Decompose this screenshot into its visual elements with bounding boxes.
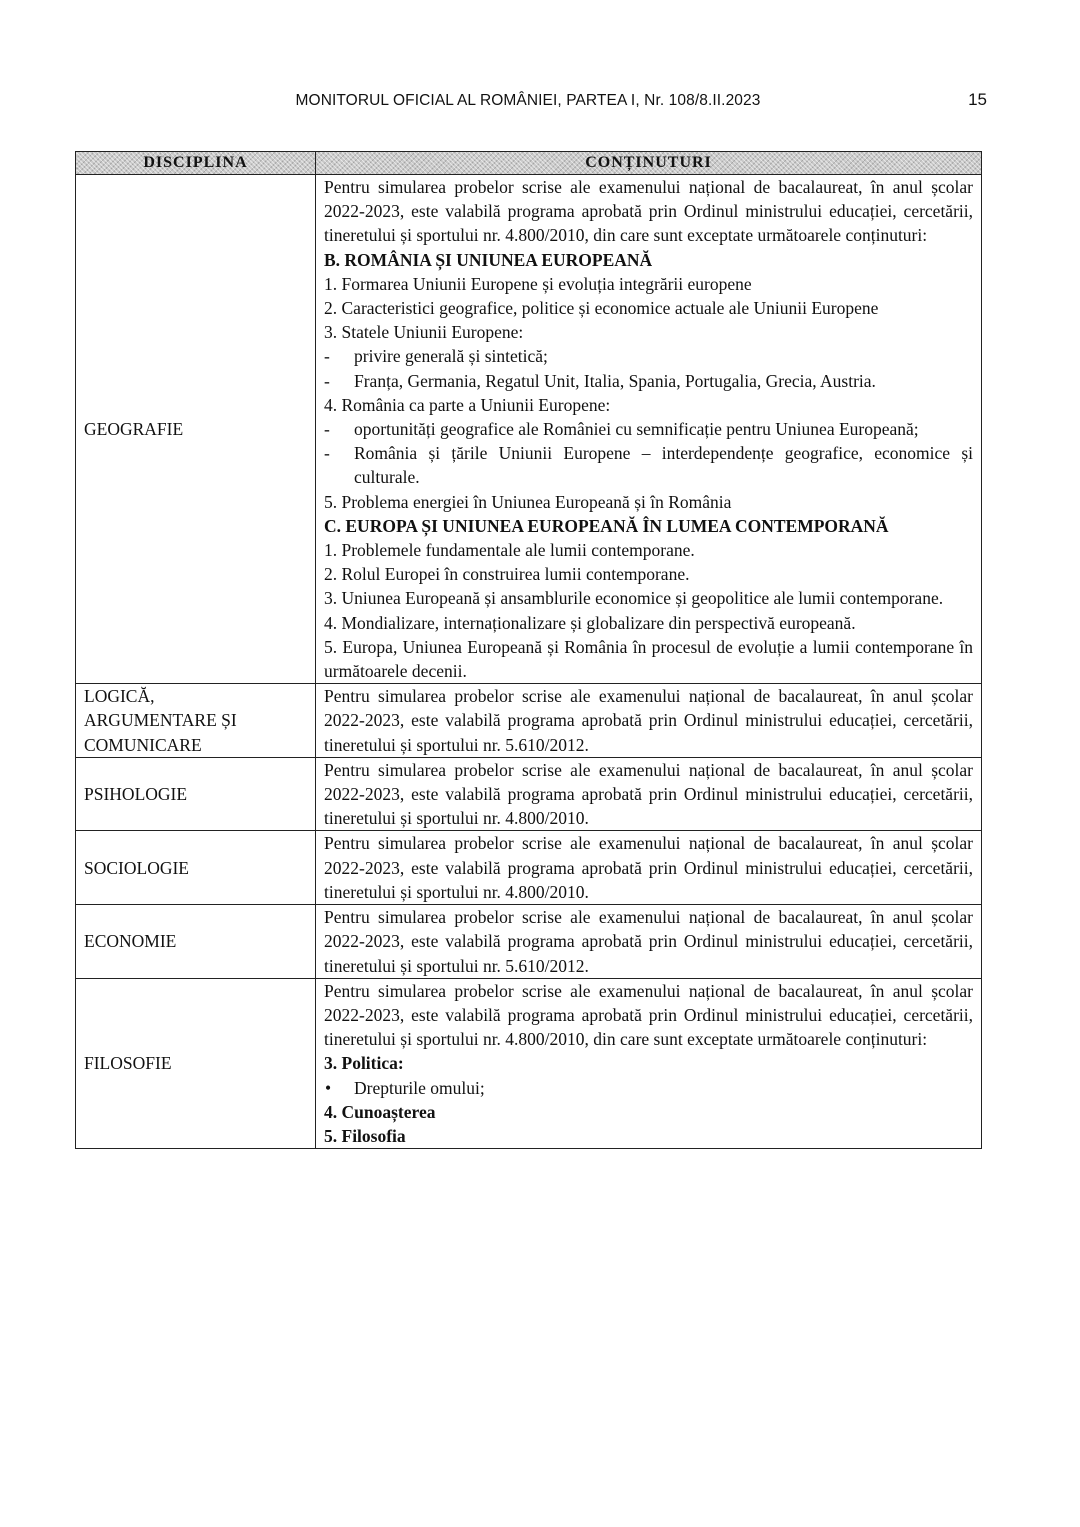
list-item: 1. Problemele fundamentale ale lumii contemporane. xyxy=(324,540,695,561)
dash-list xyxy=(324,344,973,392)
table-row xyxy=(76,684,982,758)
page-header xyxy=(75,90,987,118)
table-header-row xyxy=(76,152,982,175)
contents-cell: Pentru simularea probelor scrise ale examenului național de bacalaureat, în anul școlar 2022-2023, este valabilă programa aprobată prin Ordinul ministrului educației, cercetării, tineretului și sportului nr. 4.800/2010. xyxy=(316,831,982,905)
contents-cell xyxy=(316,978,982,1148)
discipline-cell: FILOSOFIE xyxy=(76,978,316,1148)
column-header-discipline: DISCIPLINA xyxy=(76,152,316,175)
discipline-cell xyxy=(76,684,316,758)
list-item: 5. Problema energiei în Uniunea Europeană și în România xyxy=(324,491,732,512)
discipline-line: LOGICĂ, xyxy=(84,686,155,707)
discipline-line: COMUNICARE xyxy=(84,734,202,755)
dash-list-item: - privire generală și sintetică; xyxy=(324,344,973,368)
table-row xyxy=(76,757,982,831)
list-item: 5. Europa, Uniunea Europeană și România în procesul de evoluție a lumii contemporane în următoarele decenii. xyxy=(324,636,973,682)
table-row xyxy=(76,978,982,1148)
bullet-list xyxy=(324,1076,973,1100)
discipline-cell: ECONOMIE xyxy=(76,905,316,979)
bullet-list-item: • Drepturile omului; xyxy=(324,1076,973,1100)
contents-cell: Pentru simularea probelor scrise ale examenului național de bacalaureat, în anul școlar 2022-2023, este valabilă programa aprobată prin Ordinul ministrului educației, cercetării, tineretului și sportului nr. 4.800/2010. xyxy=(316,757,982,831)
contents-cell: Pentru simularea probelor scrise ale examenului național de bacalaureat, în anul școlar 2022-2023, este valabilă programa aprobată prin Ordinul ministrului educației, cercetării, tineretului și sportului nr. 5.610/2012. xyxy=(316,684,982,758)
discipline-line: ARGUMENTARE ȘI xyxy=(84,710,237,731)
list-item: 3. Uniunea Europeană și ansamblurile economice și geopolitice ale lumii contemporane. xyxy=(324,588,944,609)
section-title: C. EUROPA ȘI UNIUNEA EUROPEANĂ ÎN LUMEA CONTEMPORANĂ xyxy=(324,515,889,536)
column-header-contents: CONȚINUTURI xyxy=(316,152,982,175)
list-item: 4. România ca parte a Uniunii Europene: xyxy=(324,394,611,415)
section-title: 3. Politica: xyxy=(324,1053,404,1074)
discipline-cell: PSIHOLOGIE xyxy=(76,757,316,831)
intro-text: Pentru simularea probelor scrise ale examenului național de bacalaureat, în anul școlar 2022-2023, este valabilă programa aprobată prin Ordinul ministrului educației, cercetării, tineretului și sportului nr. 4.800/2010, din care sunt exceptate următoarele conținuturi: xyxy=(324,980,973,1050)
page-number: 15 xyxy=(968,90,987,109)
section-title: B. ROMÂNIA ȘI UNIUNEA EUROPEANĂ xyxy=(324,249,653,270)
curriculum-table xyxy=(75,151,982,1149)
dash-list-item: - România și țările Uniunii Europene – interdependențe geografice, economice și culturale. xyxy=(324,441,973,489)
table-row xyxy=(76,831,982,905)
list-item: 1. Formarea Uniunii Europene și evoluția integrării europene xyxy=(324,273,752,294)
discipline-cell: GEOGRAFIE xyxy=(76,175,316,684)
section-title: 4. Cunoașterea xyxy=(324,1101,436,1122)
section-title: 5. Filosofia xyxy=(324,1125,406,1146)
dash-list xyxy=(324,417,973,490)
publication-title: MONITORUL OFICIAL AL ROMÂNIEI, PARTEA I, Nr. 108/8.II.2023 xyxy=(295,92,761,109)
table-row xyxy=(76,905,982,979)
contents-cell: Pentru simularea probelor scrise ale examenului național de bacalaureat, în anul școlar 2022-2023, este valabilă programa aprobată prin Ordinul ministrului educației, cercetării, tineretului și sportului nr. 5.610/2012. xyxy=(316,905,982,979)
discipline-cell: SOCIOLOGIE xyxy=(76,831,316,905)
dash-list-item: - oportunități geografice ale României cu semnificație pentru Uniunea Europeană; xyxy=(324,417,973,441)
list-item: 3. Statele Uniunii Europene: xyxy=(324,322,524,343)
table-row xyxy=(76,175,982,684)
list-item: 2. Caracteristici geografice, politice și economice actuale ale Uniunii Europene xyxy=(324,298,879,319)
list-item: 4. Mondializare, internaționalizare și globalizare din perspectivă europeană. xyxy=(324,612,856,633)
dash-list-item: - Franța, Germania, Regatul Unit, Italia, Spania, Portugalia, Grecia, Austria. xyxy=(324,369,973,393)
intro-text: Pentru simularea probelor scrise ale examenului național de bacalaureat, în anul școlar 2022-2023, este valabilă programa aprobată prin Ordinul ministrului educației, cercetării, tineretului și sportului nr. 4.800/2010, din care sunt exceptate următoarele conținuturi: xyxy=(324,177,973,246)
list-item: 2. Rolul Europei în construirea lumii contemporane. xyxy=(324,564,690,585)
contents-cell xyxy=(316,175,982,684)
